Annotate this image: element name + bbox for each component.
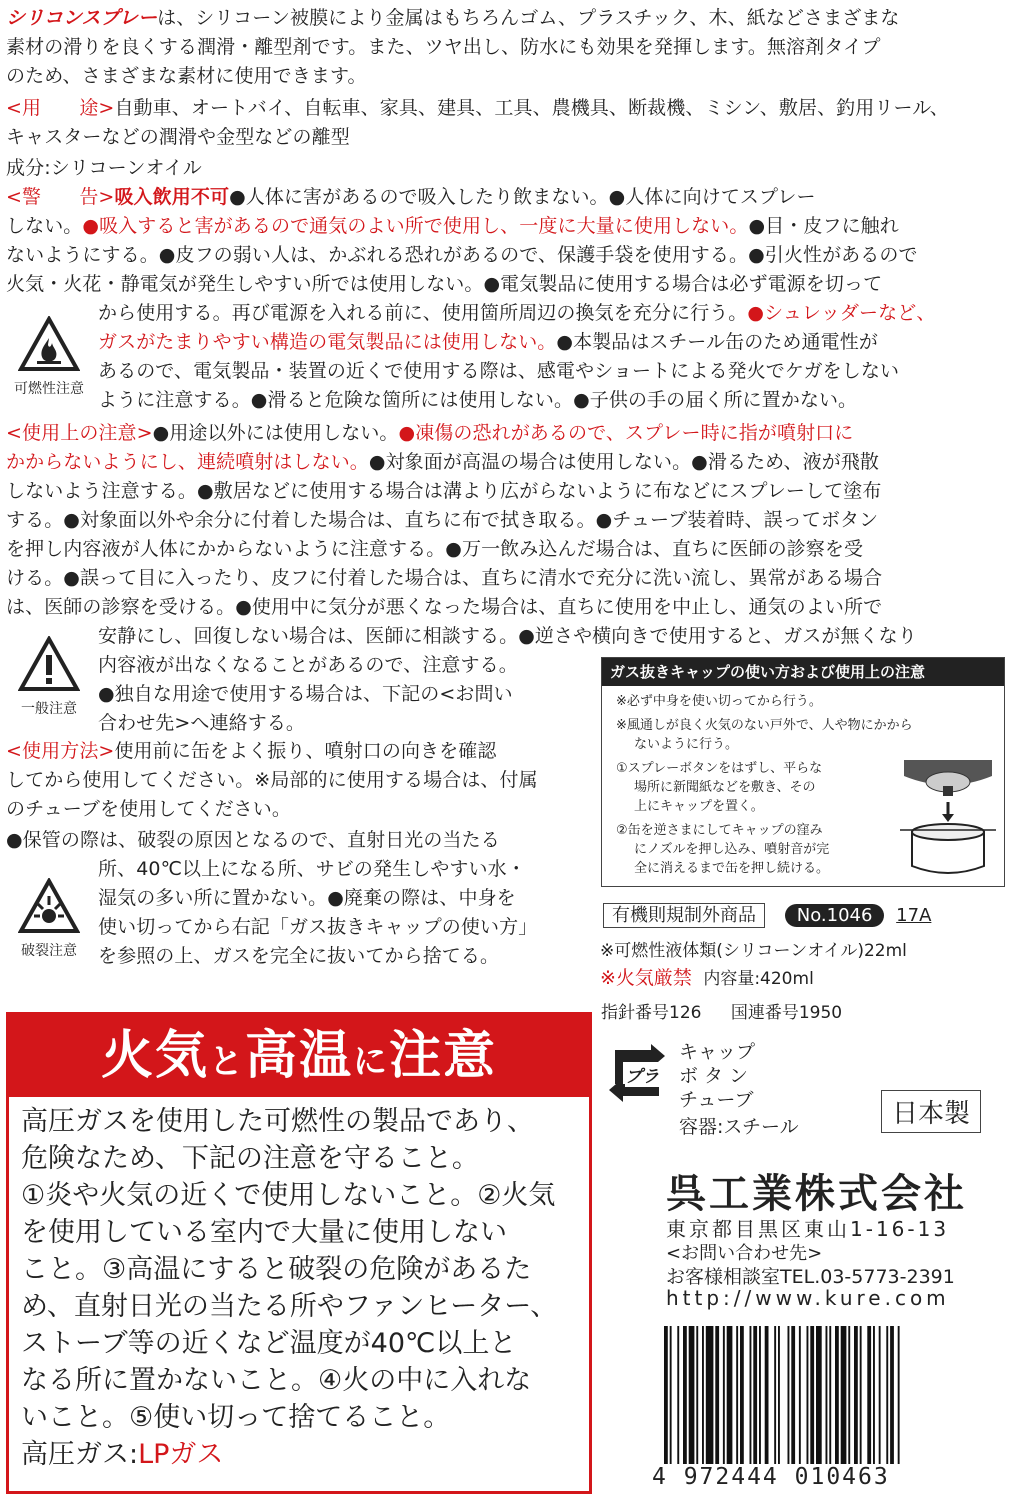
- fire-line-2: 危険なため、下記の注意を守ること。: [21, 1143, 479, 1174]
- flammable-liquid: ※可燃性液体類(シリコーンオイル)22ml: [600, 941, 907, 961]
- gas-cap-step-1b: 場所に新聞紙などを敷き、その: [634, 780, 816, 795]
- barcode-bar: [807, 1326, 809, 1464]
- caution-line-3: しないよう注意する。●敷居などに使用する場合は溝より広がらないように布などにスプレーして塗布: [6, 480, 882, 502]
- warning-line-3: ないようにする。●皮フの弱い人は、かぶれる恐れがあるので、保護手袋を使用する。●引火性があるので: [6, 244, 918, 266]
- flammable-icon: [18, 316, 80, 372]
- gas-type-label: 高圧ガス:: [21, 1439, 139, 1470]
- method-line-3: のチューブを使用してください。: [6, 798, 291, 820]
- product-code: 17A: [896, 905, 932, 926]
- barcode-bar: [727, 1326, 733, 1464]
- gas-type-row: [21, 1436, 577, 1473]
- barcode-bar: [826, 1326, 828, 1464]
- caution-line-5: を押し内容液が人体にかからないように注意する。●万一飲み込んだ場合は、直ちに医師の診察を受: [6, 538, 864, 560]
- storage-line-5: を参照の上、ガスを完全に抜いてから捨てる。: [98, 945, 500, 967]
- barcode-digits: 4 972444 010463: [652, 1464, 890, 1490]
- caution-line-6: ける。●誤って目に入ったり、皮フに付着した場合は、直ちに清水で充分に洗い流し、異常がある場合: [6, 567, 883, 589]
- contact-label: <お問い合わせ先>: [666, 1243, 823, 1264]
- explosion-icon: [18, 878, 80, 934]
- warning-line-2a: しない。: [6, 215, 83, 237]
- method-block: [6, 737, 596, 824]
- fire-line-7: ストーブ等の近くなど温度が40℃以上と: [21, 1328, 517, 1359]
- warning-line-1: ●人体に害があるので吸入したり飲まない。●人体に向けてスプレー: [229, 186, 816, 208]
- barcode-bar: [689, 1326, 695, 1464]
- gas-cap-title: ガス抜きキャップの使い方および使用上の注意: [602, 658, 1004, 686]
- recycle-item-button: ボタン: [679, 1065, 755, 1087]
- gas-cap-step-1a: ①スプレーボタンをはずし、平らな: [616, 761, 823, 776]
- fire-line-5: こと。③高温にすると破裂の危険があるた: [21, 1254, 532, 1285]
- warning-block: [6, 183, 1004, 415]
- title-part-a: 火気: [100, 1026, 209, 1086]
- barcode-bar: [879, 1326, 881, 1464]
- warning-line-2b: ●吸入すると害があるので通気のよい所で使用し、一度に大量に使用しない。: [82, 215, 749, 237]
- company-url[interactable]: http://www.kure.com: [666, 1286, 950, 1310]
- warning-headline: 吸入飲用不可: [114, 186, 230, 208]
- barcode-bar: [677, 1326, 679, 1464]
- title-part-d: に: [353, 1042, 389, 1082]
- method-line-2: してから使用してください。※局部的に使用する場合は、付属: [6, 769, 538, 791]
- product-name: シリコンスプレー: [6, 7, 158, 29]
- barcode-bar: [765, 1326, 769, 1464]
- intro-text-2: 素材の滑りを良くする潤滑・離型剤です。また、ツヤ出し、防水にも効果を発揮します。無溶剤タイプ: [6, 36, 881, 58]
- caution-line-9: 内容液が出なくなることがあるので、注意する。: [98, 654, 518, 676]
- burst-warning: [4, 878, 94, 960]
- gas-cap-step-1c: 上にキャップを置く。: [634, 799, 764, 814]
- recycle-items: [679, 1040, 755, 1112]
- fire-line-8: なる所に置かないこと。④火の中に入れな: [21, 1365, 532, 1396]
- volume: 内容量:420ml: [703, 969, 814, 989]
- caution-line-11: 合わせ先>へ連絡する。: [98, 712, 306, 734]
- recycle-mark: [601, 1040, 673, 1106]
- barcode-bar: [854, 1326, 858, 1464]
- method-label: <使用方法>: [6, 740, 115, 762]
- usage-block: [6, 94, 1004, 152]
- warning-line-6b: ●本製品はスチール缶のため通電性が: [556, 331, 878, 353]
- intro-block: [6, 4, 1004, 91]
- warning-line-8: ように注意する。●滑ると危険な箇所には使用しない。●子供の手の届く所に置かない。: [98, 389, 858, 411]
- warning-line-7: あるので、電気製品・装置の近くで使用する際は、感電やショートによる発火でケガをしない: [98, 360, 900, 382]
- volume-row: [600, 963, 814, 990]
- barcode-bar: [848, 1326, 850, 1464]
- barcode-bar: [670, 1326, 672, 1464]
- barcode-bar: [835, 1326, 839, 1464]
- warning-line-5b: ●シュレッダーなど、: [747, 302, 936, 324]
- barcode-bar: [664, 1326, 668, 1464]
- fire-heat-body: [9, 1097, 589, 1479]
- storage-line-3: 湿気の多い所に置かない。●廃棄の際は、中身を: [98, 887, 516, 909]
- fire-line-1: 高圧ガスを使用した可燃性の製品であり、: [21, 1106, 534, 1137]
- barcode-bar: [736, 1326, 738, 1464]
- intro-text-1: は、シリコーン被膜により金属はもちろんゴム、プラスチック、木、紙などさまざまな: [157, 7, 900, 29]
- title-part-c: 高温: [244, 1026, 353, 1086]
- recycle-item-cap: キャップ: [679, 1041, 756, 1063]
- usage-line-1: 自動車、オートバイ、自転車、家具、建具、工具、農機具、断裁機、ミシン、敷居、釣用リール、: [114, 97, 949, 119]
- warning-line-4: 火気・火花・静電気が発生しやすい所では使用しない。●電気製品に使用する場合は必ず電源を切って: [6, 273, 883, 295]
- exempt-badge: 有機則規制外商品: [603, 903, 765, 928]
- caution-line-4: する。●対象面以外や余分に付着した場合は、直ちに布で拭き取る。●チューブ装着時、誤ってボタン: [6, 509, 879, 531]
- caution-line-10: ●独自な用途で使用する場合は、下記の<お問い: [98, 683, 513, 705]
- un-number: 国連番号1950: [730, 1003, 843, 1023]
- ingredient: 成分:シリコーンオイル: [6, 157, 202, 179]
- gas-cap-diagram-icon: [898, 758, 998, 880]
- flammable-warning: [4, 316, 94, 398]
- storage-block: [6, 826, 596, 971]
- barcode-bar: [890, 1326, 894, 1464]
- barcode-bar: [723, 1326, 725, 1464]
- barcode-bar: [810, 1326, 814, 1464]
- intro-text-3: のため、さまざまな素材に使用できます。: [6, 65, 367, 87]
- barcode-bar: [791, 1326, 795, 1464]
- barcode-bar: [778, 1326, 780, 1464]
- caution-line-8: 安静にし、回復しない場合は、医師に相談する。●逆さや横向きで使用すると、ガスが無くなり: [98, 625, 917, 647]
- barcode-bar: [829, 1326, 831, 1464]
- fire-line-3: ①炎や火気の近くで使用しないこと。②火気: [21, 1180, 556, 1211]
- caution-line-7: は、医師の診察を受ける。●使用中に気分が悪くなった場合は、直ちに使用を中止し、通気のよい所で: [6, 596, 883, 618]
- fire-line-4: を使用している室内で大量に使用しない: [21, 1217, 507, 1248]
- barcode-icon: [662, 1326, 1000, 1464]
- gas-cap-step-2b: にノズルを押し込み、噴射音が完: [634, 842, 830, 857]
- caution-line-1b: ●凍傷の恐れがあるので、スプレー時に指が噴射口に: [398, 422, 854, 444]
- recycle-item-tube: チューブ: [679, 1089, 754, 1111]
- barcode-bar: [706, 1326, 714, 1464]
- barcode-bar: [816, 1326, 822, 1464]
- barcode-bar: [860, 1326, 862, 1464]
- barcode-bar: [715, 1326, 719, 1464]
- fire-heat-title: [9, 1015, 589, 1097]
- fire-forbidden: ※火気厳禁: [600, 967, 692, 989]
- contact-tel: お客様相談室TEL.03-5773-2391: [666, 1266, 955, 1288]
- usage-label: <用 途>: [6, 97, 115, 119]
- exclamation-icon: [18, 636, 80, 692]
- gas-cap-note-1: ※必ず中身を使い切ってから行う。: [616, 694, 822, 709]
- title-part-b: と: [208, 1042, 245, 1082]
- usage-line-2: キャスターなどの潤滑や金型などの離型: [6, 126, 350, 148]
- company-address: 東京都目黒区東山1-16-13: [666, 1217, 950, 1241]
- fire-line-6: め、直射日光の当たる所やファンヒーター、: [21, 1291, 558, 1322]
- fire-heat-warning-panel: [6, 1012, 592, 1494]
- barcode-bar: [799, 1326, 801, 1464]
- caution-line-1a: ●用途以外には使用しない。: [152, 422, 399, 444]
- warning-line-5a: から使用する。再び電源を入れる前に、使用箇所周辺の換気を充分に行う。: [98, 302, 748, 324]
- warning-line-6a: ガスがたまりやすい構造の電気製品には使用しない。: [98, 331, 557, 353]
- recycle-label: プラ: [625, 1062, 659, 1087]
- barcode-bar: [788, 1326, 790, 1464]
- general-label: 一般注意: [21, 701, 77, 717]
- gas-cap-note-2b: ないように行う。: [634, 737, 739, 752]
- barcode-bar: [886, 1326, 888, 1464]
- regulation-row: [603, 901, 931, 927]
- gas-cap-instructions: [601, 657, 1005, 887]
- flammable-label: 可燃性注意: [14, 381, 84, 397]
- product-number-badge: No.1046: [785, 904, 885, 927]
- company-name: 呉工業株式会社: [666, 1171, 967, 1217]
- caution-line-2a: かからないようにし、連続噴射はしない。: [6, 451, 369, 473]
- barcode-bar: [740, 1326, 744, 1464]
- storage-line-2: 所、40℃以上になる所、サビの発生しやすい水・: [98, 858, 526, 880]
- made-in-japan: 日本製: [881, 1090, 981, 1133]
- gas-cap-step-2a: ②缶を逆さまにしてキャップの窪み: [616, 823, 823, 838]
- title-part-e: 注意: [389, 1026, 498, 1086]
- barcode-bar: [696, 1326, 698, 1464]
- barcode-bar: [774, 1326, 776, 1464]
- guide-row: [601, 998, 842, 1023]
- barcode-bar: [867, 1326, 871, 1464]
- storage-line-4: 使い切ってから右記「ガス抜きキャップの使い方」: [98, 916, 538, 938]
- barcode-bar: [753, 1326, 757, 1464]
- barcode-bar: [873, 1326, 875, 1464]
- warning-line-2c: ●目・皮フに触れ: [748, 215, 899, 237]
- general-warning: [4, 636, 94, 718]
- barcode-bar: [841, 1326, 847, 1464]
- caution-line-2b: ●対象面が高温の場合は使用しない。●滑るため、液が飛散: [368, 451, 880, 473]
- warning-label: <警 告>: [6, 186, 115, 208]
- burst-label: 破裂注意: [21, 943, 77, 959]
- barcode-bar: [898, 1326, 900, 1464]
- barcode-bar: [702, 1326, 704, 1464]
- gas-cap-step-2c: 全に消えるまで缶を押し続ける。: [634, 861, 830, 876]
- method-line-1: 使用前に缶をよく振り、噴射口の向きを確認: [114, 740, 497, 762]
- barcode-bar: [683, 1326, 687, 1464]
- barcode-bar: [759, 1326, 761, 1464]
- caution-label: <使用上の注意>: [6, 422, 153, 444]
- barcode-bar: [750, 1326, 752, 1464]
- fire-line-9: いこと。⑤使い切って捨てること。: [21, 1402, 451, 1433]
- gas-cap-note-2a: ※風通しが良く火気のない戸外で、人や物にかから: [616, 718, 913, 733]
- gas-type-value: LPガス: [138, 1439, 224, 1470]
- guide-number: 指針番号126: [601, 1003, 702, 1023]
- container-material: 容器:スチール: [679, 1116, 799, 1138]
- storage-line-1: ●保管の際は、破裂の原因となるので、直射日光の当たる: [6, 829, 500, 851]
